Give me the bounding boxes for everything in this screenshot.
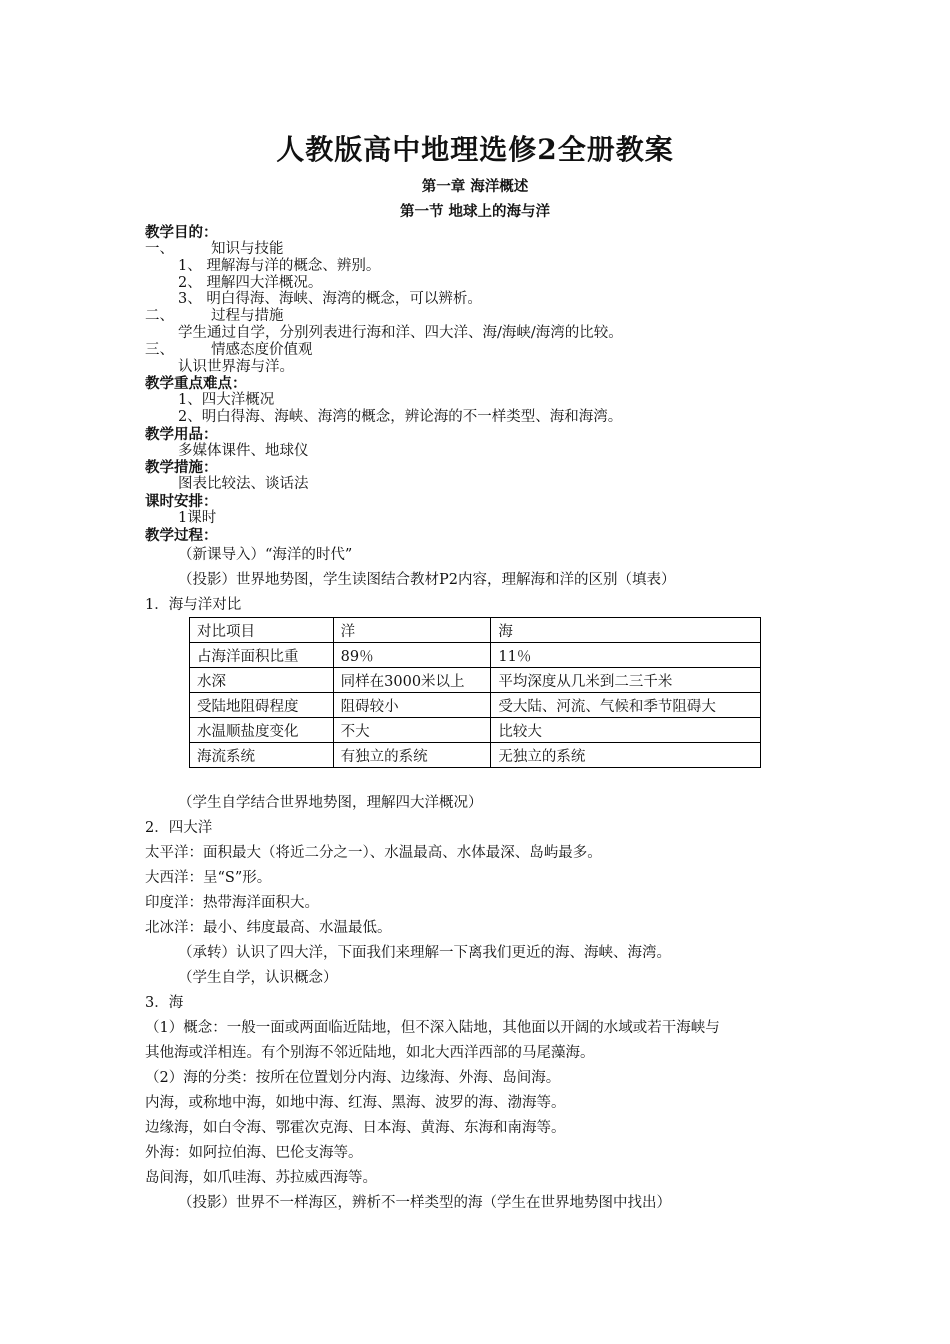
table-cell: 无独立的系统 xyxy=(491,743,761,768)
schedule-heading: 课时安排： xyxy=(145,493,218,510)
selfstudy-text: （学生自学，认识概念） xyxy=(178,970,338,986)
table-row xyxy=(190,693,761,718)
document-title: 人教版高中地理选修2全册教案 xyxy=(276,133,674,166)
table-cell: 占海洋面积比重 xyxy=(190,643,334,668)
table-cell: 对比项目 xyxy=(190,618,334,643)
table-cell: 受陆地阻碍程度 xyxy=(190,693,334,718)
process-heading: 教学过程： xyxy=(145,527,218,544)
table-cell: 平均深度从几米到二三千米 xyxy=(491,668,761,693)
table-cell: 洋 xyxy=(333,618,491,643)
keypoint-1: 1、四大洋概况 xyxy=(178,392,275,408)
arctic-text: 北冰洋：最小、纬度最高、水温最低。 xyxy=(145,920,392,936)
methods-text: 图表比较法、谈话法 xyxy=(178,476,309,492)
comparison-heading: 1．海与洋对比 xyxy=(145,597,242,613)
transition-text: （承转）认识了四大洋，下面我们来理解一下离我们更近的海、海峡、海湾。 xyxy=(178,945,671,961)
tools-heading: 教学用品： xyxy=(145,426,218,443)
keypoints-heading: 教学重点难点： xyxy=(145,375,247,392)
pacific-text: 太平洋：面积最大（将近二分之一）、水温最高、水体最深、岛屿最多。 xyxy=(145,845,602,861)
outer-sea-text: 外海：如阿拉伯海、巴伦支海等。 xyxy=(145,1145,363,1161)
table-cell: 比较大 xyxy=(491,718,761,743)
process-projection: （投影）世界地势图，学生读图结合教材P2内容，理解海和洋的区别（填表） xyxy=(178,572,676,588)
inland-sea-text: 内海，或称地中海，如地中海、红海、黑海、波罗的海、渤海等。 xyxy=(145,1095,566,1111)
table-cell: 不大 xyxy=(333,718,491,743)
chapter-heading: 第一章 海洋概述 xyxy=(421,178,529,195)
objective-num-3: 三、 xyxy=(145,342,174,358)
table-cell: 有独立的系统 xyxy=(333,743,491,768)
table-cell: 同样在3000米以上 xyxy=(333,668,491,693)
schedule-text: 1课时 xyxy=(178,510,217,526)
sea-classification: （2）海的分类：按所在位置划分内海、边缘海、外海、岛间海。 xyxy=(145,1070,561,1086)
table-row xyxy=(190,618,761,643)
table-row xyxy=(190,668,761,693)
objective-k2: 2、 理解四大洋概况。 xyxy=(178,275,323,291)
objective-emotion: 情感态度价值观 xyxy=(211,342,313,358)
objective-k1: 1、 理解海与洋的概念、辨别。 xyxy=(178,258,381,274)
table-cell: 水温顺盐度变化 xyxy=(190,718,334,743)
sea-concept-line-1: （1）概念：一般一面或两面临近陆地，但不深入陆地，其他面以开阔的水域或若干海峡与 xyxy=(145,1020,720,1036)
methods-heading: 教学措施： xyxy=(145,459,218,476)
table-cell: 受大陆、河流、气候和季节阻碍大 xyxy=(491,693,761,718)
objectives-heading: 教学目的： xyxy=(145,224,218,241)
oceans-note: （学生自学结合世界地势图，理解四大洋概况） xyxy=(178,795,483,811)
table-cell: 阻碍较小 xyxy=(333,693,491,718)
table-row xyxy=(190,718,761,743)
objective-e1: 认识世界海与洋。 xyxy=(178,359,294,375)
sea-heading: 3．海 xyxy=(145,995,184,1011)
objective-num-1: 一、 xyxy=(145,241,174,257)
table-cell: 水深 xyxy=(190,668,334,693)
table-cell: 海 xyxy=(491,618,761,643)
oceans-heading: 2．四大洋 xyxy=(145,820,213,836)
objective-knowledge: 知识与技能 xyxy=(211,241,284,257)
table-cell: 11％ xyxy=(491,643,761,668)
sea-concept-line-2: 其他海或洋相连。有个别海不邻近陆地，如北大西洋西部的马尾藻海。 xyxy=(145,1045,595,1061)
table-cell: 海流系统 xyxy=(190,743,334,768)
table-row xyxy=(190,743,761,768)
sea-ocean-comparison-table xyxy=(189,617,761,768)
atlantic-text: 大西洋：呈“S”形。 xyxy=(145,870,272,886)
table-cell: 89％ xyxy=(333,643,491,668)
objective-num-2: 二、 xyxy=(145,308,174,324)
objective-process: 过程与措施 xyxy=(211,308,284,324)
indian-text: 印度洋：热带海洋面积大。 xyxy=(145,895,319,911)
objective-k3: 3、 明白得海、海峡、海湾的概念，可以辨析。 xyxy=(178,291,482,307)
objective-p1: 学生通过自学，分别列表进行海和洋、四大洋、海/海峡/海湾的比较。 xyxy=(178,325,623,341)
tools-text: 多媒体课件、地球仪 xyxy=(178,443,309,459)
process-intro: （新课导入）“海洋的时代” xyxy=(178,547,353,563)
keypoint-2: 2、明白得海、海峡、海湾的概念，辨论海的不一样类型、海和海湾。 xyxy=(178,409,623,425)
island-sea-text: 岛间海，如爪哇海、苏拉威西海等。 xyxy=(145,1170,377,1186)
table-row xyxy=(190,643,761,668)
section-heading: 第一节 地球上的海与洋 xyxy=(399,203,551,220)
marginal-sea-text: 边缘海，如白令海、鄂霍次克海、日本海、黄海、东海和南海等。 xyxy=(145,1120,566,1136)
sea-projection-text: （投影）世界不一样海区，辨析不一样类型的海（学生在世界地势图中找出） xyxy=(178,1195,671,1211)
